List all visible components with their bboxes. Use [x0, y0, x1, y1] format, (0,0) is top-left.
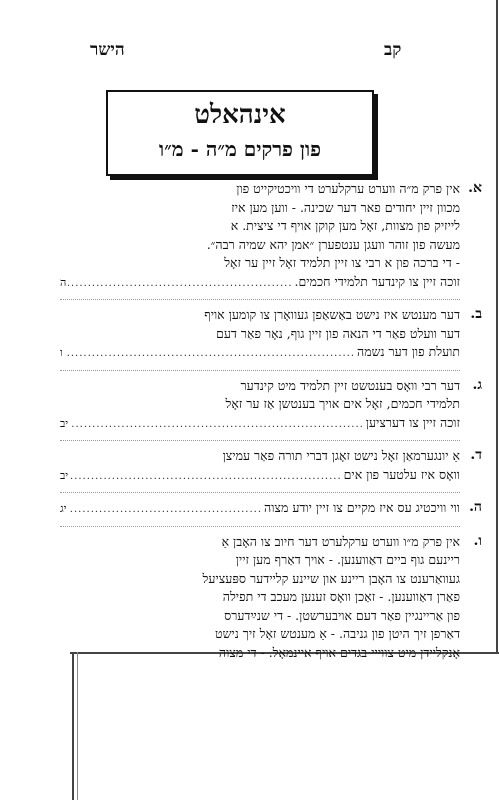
toc-entry-line: דער רבי וואָס בענטשט זיין תלמיד מיט קינדער	[240, 377, 460, 393]
divider	[60, 492, 460, 493]
toc-entry	[60, 306, 482, 364]
toc-entry-line: אין פרק מ״ו ווערט ערקלערט דער חיוב צו האָבן אַ	[221, 533, 460, 549]
toc-entry-line: תועלת פון דער נשמה	[357, 344, 460, 359]
divider	[60, 440, 460, 441]
next-page-border	[72, 652, 74, 800]
toc-entry-last-line	[60, 273, 460, 294]
page-number: קב	[384, 40, 402, 60]
dot-leader	[70, 416, 364, 435]
toc-entry-letter: ו.	[473, 532, 482, 549]
toc-entry-line: וואָס איז עלטער פון אים	[343, 466, 460, 482]
toc-entry-line: מעשה פון זוהר וועגן ענטפערן ״אמן יהא שמיה רבה״.	[206, 236, 460, 252]
toc-entry-line: דער וועלט פאַר די הנאה פון זיין גוף, נאָר פאַר דעם	[216, 325, 460, 341]
toc-entry	[60, 376, 482, 435]
toc-entry-line: - די ברכה פון א רבי צו זיין תלמיד זאָל זיין ער זאָל	[224, 255, 460, 270]
toc-entry-last-line	[60, 343, 460, 364]
toc-entry-line: תלמידי חכמים, זאָל אים אויך בענטשן אַז ער זאָל	[225, 396, 460, 411]
toc-entry-line: ריינעם גוף ביים דאַווענען. - אויך דאַרף מען זיין	[235, 552, 460, 567]
toc-title: אינהאלט	[194, 100, 286, 130]
table-of-contents	[60, 180, 482, 662]
toc-entry-last-line	[60, 499, 460, 520]
toc-entry-letter: ג.	[472, 376, 482, 393]
toc-entry-last-line	[60, 466, 460, 487]
toc-entry-letter: א.	[468, 180, 482, 196]
toc-entry	[60, 447, 482, 486]
toc-entry-line: מכוון זיין יחודים פאר דער שכינה. - ווען מען איז	[231, 199, 460, 215]
toc-entry-line: דער מענטש איז נישט באַשאַפן געוואָרן צו קומען אויף	[204, 307, 460, 322]
toc-page-ref: יב	[60, 468, 69, 482]
toc-entry-last-line	[60, 414, 460, 435]
toc-entry-line: פאַרן דאַווענען. - זאַכן וואָס זענען מעכב די תפילה	[222, 589, 460, 604]
toc-entry	[60, 180, 482, 293]
toc-entry-line: ווי וויכטיג עס איז מקיים צו זיין יודע מצוה	[264, 500, 460, 515]
page-border-right	[496, 0, 498, 652]
toc-page-ref: יב	[60, 416, 69, 430]
toc-subtitle: פון פרקים מ״ה - מ״ו	[159, 137, 321, 161]
toc-page-ref: ו	[60, 346, 63, 359]
toc-entry-line: אָנקליידן מיט צווייי בגדים אויף איינמאָל. - די מצוה	[218, 644, 460, 660]
dot-leader	[65, 345, 355, 364]
toc-entry-line: פון אַריינגיין פאַר דעם אויבערשטן. - די שנײַדערס	[224, 607, 460, 623]
toc-page-ref: יג	[60, 502, 67, 515]
toc-entry-line: אין פרק מ״ה ווערט ערקלערט די וויכטיקייט פון	[236, 181, 460, 196]
toc-page-ref: ה	[60, 275, 67, 289]
running-header-title: הישר	[90, 40, 125, 60]
toc-entry-line: זוכה זיין צו קינדער תלמידי חכמים.	[294, 273, 460, 289]
toc-entry-letter: ד.	[470, 447, 482, 463]
toc-entry-line: געוואַרענט צו האָבן ריינע און שיינע קליידער ספּעציעל	[202, 570, 460, 586]
next-page-border-inner	[77, 652, 78, 800]
divider	[60, 526, 460, 527]
dot-leader	[70, 468, 341, 487]
divider	[60, 370, 460, 371]
toc-entry-line: לייזיק פון מצוות, זאָל מען קוקן אויף די ציצית. א	[230, 218, 460, 233]
dot-leader	[69, 501, 263, 520]
divider	[60, 299, 460, 300]
toc-entry-line: דאַרפן זיך היטן פון גניבה. - אַ מענטש זאָל זיך נישט	[215, 626, 460, 641]
toc-entry-line: זוכה זיין צו דערציען	[365, 414, 460, 430]
toc-entry-letter: ב.	[470, 306, 482, 322]
toc-title-box	[106, 90, 374, 176]
toc-entry-line: אַ יונגערמאַן זאָל נישט זאָגן דברי תורה פאַר עמיצן	[222, 448, 460, 463]
dot-leader	[68, 275, 292, 294]
toc-entry-letter: ה.	[469, 499, 482, 515]
toc-entry	[60, 532, 482, 663]
toc-entry	[60, 499, 482, 520]
